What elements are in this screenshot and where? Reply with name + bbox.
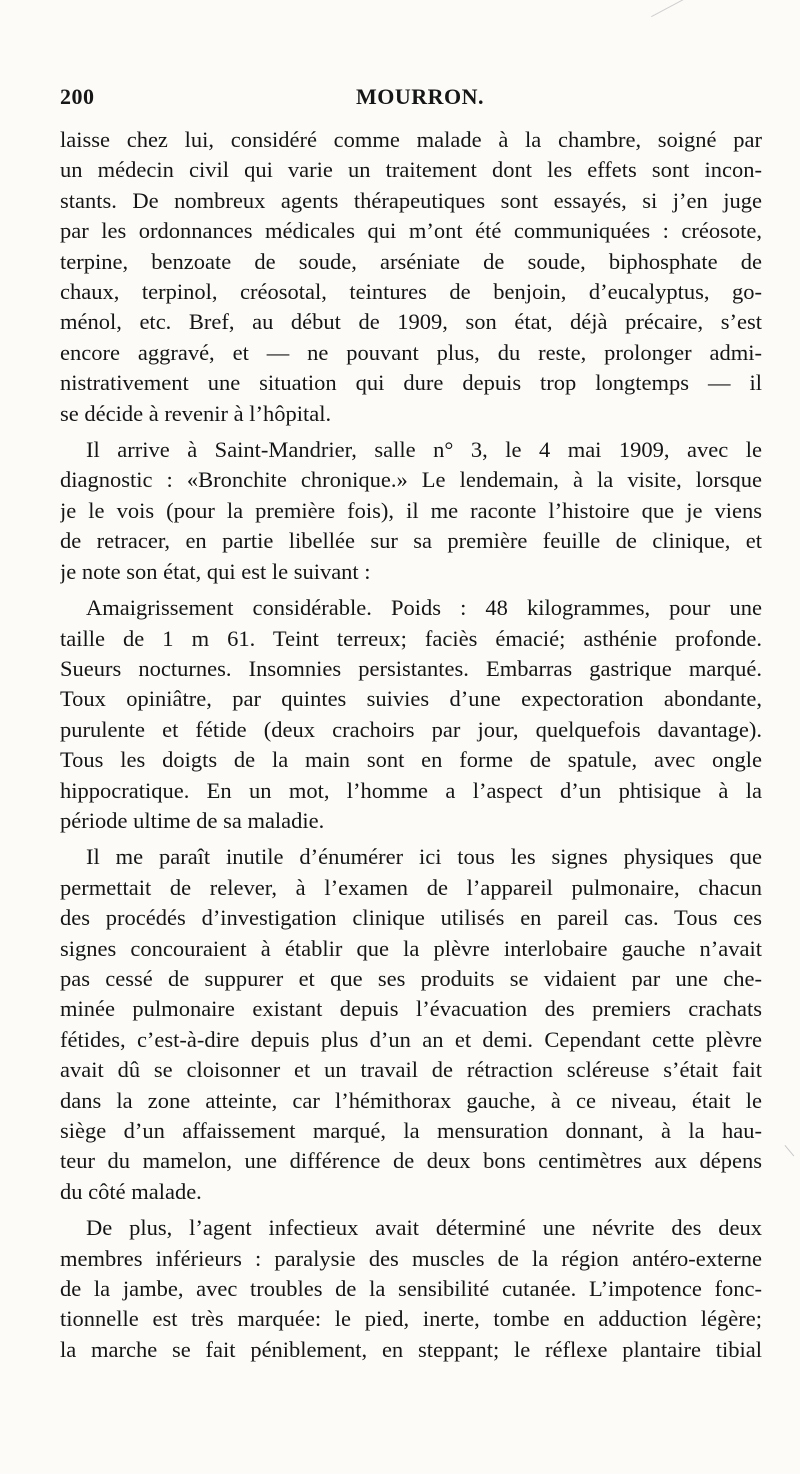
text-line: siège d’un affaissement marqué, la mensuration donnant, à la hau- (60, 1118, 762, 1143)
paragraph (60, 125, 762, 429)
text-line: dans la zone atteinte, car l’hémithorax gauche, à ce niveau, était le (60, 1087, 762, 1113)
text-line: minée pulmonaire existant depuis l’évacuation des premiers crachats (60, 996, 762, 1022)
text-line: de la jambe, avec troubles de la sensibilité cutanée. L’impotence fonc- (60, 1276, 762, 1302)
scan-mark-top (651, 0, 705, 18)
text-line: Tous les doigts de la main sont en forme de spatule, avec ongle (60, 747, 762, 773)
text-line: Il me paraît inutile d’énumérer ici tous les signes physiques que (86, 844, 762, 870)
text-line: Amaigrissement considérable. Poids : 48 kilogrammes, pour une (86, 595, 762, 621)
text-line: pas cessé de suppurer et que ses produits se vidaient par une che- (60, 965, 762, 991)
text-line: terpine, benzoate de soude, arséniate de soude, biphosphate de (60, 248, 762, 274)
text-line: des procédés d’investigation clinique utilisés en pareil cas. Tous ces (60, 905, 762, 931)
paragraph (60, 435, 762, 587)
text-line: signes concouraient à établir que la plèvre interlobaire gauche n’avait (60, 935, 762, 961)
text-line: permettait de relever, à l’examen de l’appareil pulmonaire, chacun (60, 874, 762, 900)
text-line: fétides, c’est-à-dire depuis plus d’un an et demi. Cependant cette plèvre (60, 1026, 762, 1052)
text-line: je note son état, qui est le suivant : (60, 558, 371, 584)
text-line: nistrativement une situation qui dure depuis trop longtemps — il (60, 370, 762, 396)
text-line: par les ordonnances médicales qui m’ont été communiquées : créosote, (60, 218, 762, 244)
text-line: purulente et fétide (deux crachoirs par jour, quelquefois davantage). (60, 716, 762, 742)
text-line: membres inférieurs : paralysie des muscles de la région antéro-externe (60, 1245, 762, 1271)
text-line: taille de 1 m 61. Teint terreux; faciès émacié; asthénie profonde. (60, 625, 762, 651)
paragraph (60, 593, 762, 836)
text-line: avait dû se cloisonner et un travail de rétraction scléreuse s’était fait (60, 1057, 762, 1083)
text-line: teur du mamelon, une différence de deux bons centimètres aux dépens (60, 1148, 762, 1174)
page-number: 200 (60, 84, 95, 109)
text-line: période ultime de sa maladie. (60, 807, 325, 833)
text-line: chaux, terpinol, créosotal, teintures de benjoin, d’eucalyptus, go- (60, 279, 762, 305)
text-line: laisse chez lui, considéré comme malade à la chambre, soigné par (60, 127, 762, 152)
text-line: Toux opiniâtre, par quintes suivies d’une expectoration abondante, (60, 686, 762, 712)
text-line: Sueurs nocturnes. Insomnies persistantes. Embarras gastrique marqué. (60, 655, 762, 681)
text-line: ménol, etc. Bref, au début de 1909, son état, déjà précaire, s’est (60, 309, 762, 335)
body-text (60, 125, 762, 1371)
paragraph (60, 842, 762, 1207)
text-line: je le vois (pour la première fois), il me raconte l’histoire que je viens (60, 497, 762, 523)
text-line: diagnostic : «Bronchite chronique.» Le lendemain, à la visite, lorsque (60, 467, 762, 493)
paragraph (60, 1213, 762, 1365)
text-line: De plus, l’agent infectieux avait déterminé une névrite des deux (86, 1215, 762, 1241)
text-line: encore aggravé, et — ne pouvant plus, du reste, prolonger admi- (60, 339, 762, 365)
text-line: stants. De nombreux agents thérapeutiques sont essayés, si j’en juge (60, 187, 762, 213)
running-head: MOURRON. (356, 84, 485, 109)
scan-mark-right (784, 1145, 795, 1157)
page-header (60, 84, 750, 114)
text-line: du côté malade. (60, 1178, 202, 1204)
text-line: la marche se fait péniblement, en steppant; le réflexe plantaire tibial (60, 1336, 762, 1362)
text-line: hippocratique. En un mot, l’homme a l’aspect d’un phtisique à la (60, 777, 762, 803)
text-line: tionnelle est très marquée: le pied, inerte, tombe en adduction légère; (60, 1306, 762, 1332)
text-line: se décide à revenir à l’hôpital. (60, 400, 332, 426)
text-line: un médecin civil qui varie un traitement dont les effets sont incon- (60, 157, 762, 183)
text-line: Il arrive à Saint-Mandrier, salle n° 3, le 4 mai 1909, avec le (86, 437, 762, 463)
text-line: de retracer, en partie libellée sur sa première feuille de clinique, et (60, 528, 762, 554)
